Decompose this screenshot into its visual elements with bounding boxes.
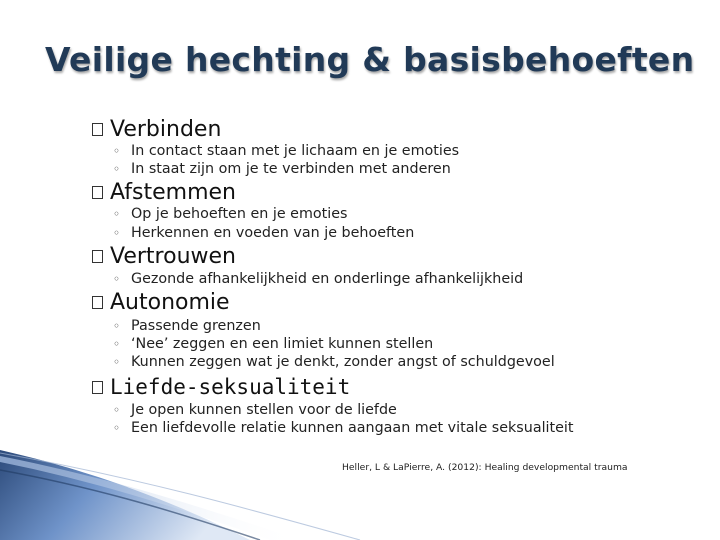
sub-item	[113, 336, 433, 352]
sub-item	[113, 143, 459, 159]
checkbox-bullet-icon	[92, 381, 103, 394]
circle-bullet-icon: ◦	[113, 337, 121, 351]
section-heading-afstemmen	[92, 180, 236, 205]
sub-item	[113, 271, 523, 287]
sub-item-text: In contact staan met je lichaam en je emoties	[131, 143, 460, 159]
sub-item	[113, 402, 397, 418]
decorative-wave-graphic	[0, 450, 720, 540]
sub-item-text: Op je behoeften en je emoties	[131, 206, 348, 222]
circle-bullet-icon: ◦	[113, 272, 121, 286]
section-heading-label: Verbinden	[110, 117, 222, 142]
checkbox-bullet-icon	[92, 250, 103, 263]
sub-item-text: Passende grenzen	[131, 318, 261, 334]
circle-bullet-icon: ◦	[113, 403, 121, 417]
slide-title: Veilige hechting & basisbehoeften	[45, 40, 695, 79]
citation: Heller, L & LaPierre, A. (2012): Healing developmental trauma	[342, 462, 628, 473]
sub-item-text: Herkennen en voeden van je behoeften	[131, 225, 415, 241]
sub-item-text: Een liefdevolle relatie kunnen aangaan met vitale seksualiteit	[131, 420, 574, 436]
sub-item-text: Kunnen zeggen wat je denkt, zonder angst of schuldgevoel	[131, 354, 555, 370]
section-heading-label: Liefde-seksualiteit	[110, 375, 351, 399]
sub-item-text: ‘Nee’ zeggen en een limiet kunnen stellen	[131, 336, 434, 352]
section-heading-label: Autonomie	[110, 290, 230, 315]
section-heading-label: Vertrouwen	[110, 244, 236, 269]
circle-bullet-icon: ◦	[113, 144, 121, 158]
section-heading-verbinden	[92, 117, 221, 142]
sub-item-text: In staat zijn om je te verbinden met anderen	[131, 161, 451, 177]
sub-item	[113, 161, 451, 177]
circle-bullet-icon: ◦	[113, 421, 121, 435]
circle-bullet-icon: ◦	[113, 207, 121, 221]
sub-item	[113, 225, 414, 241]
checkbox-bullet-icon	[92, 186, 103, 199]
circle-bullet-icon: ◦	[113, 226, 121, 240]
section-heading-vertrouwen	[92, 244, 236, 269]
sub-item	[113, 206, 347, 222]
circle-bullet-icon: ◦	[113, 162, 121, 176]
checkbox-bullet-icon	[92, 123, 103, 136]
section-heading-label: Afstemmen	[110, 180, 236, 205]
sub-item-text: Gezonde afhankelijkheid en onderlinge afhankelijkheid	[131, 271, 524, 287]
sub-item	[113, 420, 574, 436]
section-heading-autonomie	[92, 290, 230, 315]
circle-bullet-icon: ◦	[113, 319, 121, 333]
sub-item-text: Je open kunnen stellen voor de liefde	[131, 402, 397, 418]
sub-item	[113, 318, 261, 334]
section-heading-liefde-seksualiteit	[92, 375, 350, 399]
sub-item	[113, 354, 555, 370]
checkbox-bullet-icon	[92, 296, 103, 309]
circle-bullet-icon: ◦	[113, 355, 121, 369]
